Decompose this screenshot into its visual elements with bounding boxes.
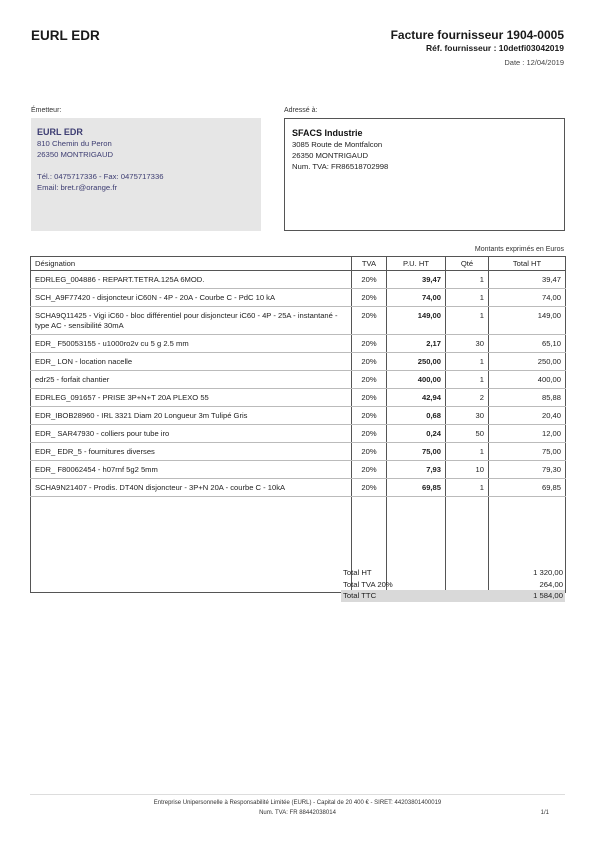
recipient-address-line1: 3085 Route de Montfalcon	[292, 140, 383, 149]
table-row	[31, 389, 566, 407]
recipient-address-line2: 26350 MONTRIGAUD	[292, 151, 369, 160]
total-ttc-value: 1 584,00	[533, 591, 563, 600]
cell-tva: 20%	[352, 461, 387, 479]
invoice-title: Facture fournisseur 1904-0005	[390, 28, 564, 42]
cell-tva: 20%	[352, 289, 387, 307]
cell-total-ht: 39,47	[489, 271, 566, 289]
supplier-reference: Réf. fournisseur : 10detfi03042019	[426, 43, 564, 53]
cell-unit-price: 2,17	[387, 335, 446, 353]
cell-designation: EDR_IBOB28960 - IRL 3321 Diam 20 Longueur 3m Tulipé Gris	[31, 407, 352, 425]
cell-designation: SCH_A9F77420 - disjoncteur iC60N - 4P - 20A - Courbe C - PdC 10 kA	[31, 289, 352, 307]
currency-note: Montants exprimés en Euros	[474, 246, 564, 253]
issuer-label: Émetteur:	[31, 107, 62, 114]
cell-designation: EDR_ F50053155 - u1000ro2v cu 5 g 2.5 mm	[31, 335, 352, 353]
total-ht-label: Total HT	[343, 568, 372, 577]
cell-unit-price: 400,00	[387, 371, 446, 389]
issuer-email: Email: bret.r@orange.fr	[37, 183, 118, 192]
table-row	[31, 335, 566, 353]
cell-designation: edr25 - forfait chantier	[31, 371, 352, 389]
cell-quantity: 1	[446, 353, 489, 371]
issuer-name: EURL EDR	[37, 127, 83, 137]
cell-total-ht: 65,10	[489, 335, 566, 353]
table-row	[31, 307, 566, 335]
recipient-label: Adressé à:	[284, 107, 318, 114]
cell-tva: 20%	[352, 353, 387, 371]
invoice-lines-table	[30, 256, 566, 593]
total-tva-value: 264,00	[539, 579, 563, 589]
table-row	[31, 353, 566, 371]
cell-total-ht: 400,00	[489, 371, 566, 389]
company-name: EURL EDR	[31, 28, 100, 43]
cell-designation: EDR_ SAR47930 - colliers pour tube iro	[31, 425, 352, 443]
cell-tva: 20%	[352, 443, 387, 461]
cell-tva: 20%	[352, 371, 387, 389]
cell-unit-price: 69,85	[387, 479, 446, 497]
cell-designation: EDR_ LON - location nacelle	[31, 353, 352, 371]
cell-quantity: 1	[446, 479, 489, 497]
footer-legal-mentions: Entreprise Unipersonnelle à Responsabilité Limitée (EURL) - Capital de 20 400 € - SIRET: 44203801400019	[153, 800, 442, 806]
table-row	[31, 271, 566, 289]
column-header-tva: TVA	[352, 257, 387, 271]
table-header-row	[31, 257, 566, 271]
issuer-address-line1: 810 Chemin du Peron	[37, 139, 112, 148]
column-header-quantity: Qté	[446, 257, 489, 271]
cell-unit-price: 250,00	[387, 353, 446, 371]
total-ttc-label: Total TTC	[343, 591, 377, 600]
cell-tva: 20%	[352, 271, 387, 289]
cell-unit-price: 7,93	[387, 461, 446, 479]
total-ht-value: 1 320,00	[533, 568, 563, 577]
total-tva-row	[341, 579, 565, 591]
cell-quantity: 10	[446, 461, 489, 479]
cell-unit-price: 149,00	[387, 307, 446, 335]
empty-cell	[31, 497, 352, 593]
cell-quantity: 1	[446, 271, 489, 289]
totals-block	[341, 567, 565, 602]
column-header-unit-price: P.U. HT	[387, 257, 446, 271]
cell-designation: SCHA9N21407 - Prodis. DT40N disjoncteur - 3P+N 20A - courbe C - 10kA	[31, 479, 352, 497]
cell-total-ht: 74,00	[489, 289, 566, 307]
cell-total-ht: 20,40	[489, 407, 566, 425]
table-row	[31, 289, 566, 307]
table-row	[31, 479, 566, 497]
cell-quantity: 1	[446, 371, 489, 389]
table-body	[31, 271, 566, 593]
cell-total-ht: 69,85	[489, 479, 566, 497]
cell-quantity: 2	[446, 389, 489, 407]
issuer-address-line2: 26350 MONTRIGAUD	[37, 150, 114, 159]
cell-quantity: 1	[446, 307, 489, 335]
cell-total-ht: 149,00	[489, 307, 566, 335]
cell-total-ht: 75,00	[489, 443, 566, 461]
cell-tva: 20%	[352, 407, 387, 425]
cell-designation: SCHA9Q11425 - Vigi iC60 - bloc différentiel pour disjoncteur iC60 - 4P - 25A - instantané - type AC - sensibilité 30mA	[31, 307, 352, 335]
cell-total-ht: 250,00	[489, 353, 566, 371]
footer-divider	[30, 794, 565, 795]
issuer-box	[31, 118, 261, 231]
total-ttc-row	[341, 590, 565, 602]
total-tva-label: Total TVA 20%	[343, 579, 393, 589]
table-row	[31, 425, 566, 443]
cell-designation: EDR_ EDR_5 - fournitures diverses	[31, 443, 352, 461]
cell-unit-price: 0,24	[387, 425, 446, 443]
column-header-total-ht: Total HT	[489, 257, 566, 271]
page-number: 1/1	[540, 810, 549, 816]
cell-total-ht: 79,30	[489, 461, 566, 479]
column-header-designation: Désignation	[31, 257, 352, 271]
cell-unit-price: 0,68	[387, 407, 446, 425]
cell-quantity: 1	[446, 443, 489, 461]
cell-tva: 20%	[352, 389, 387, 407]
cell-tva: 20%	[352, 479, 387, 497]
cell-tva: 20%	[352, 425, 387, 443]
recipient-name: SFACS Industrie	[292, 128, 363, 138]
table-row	[31, 407, 566, 425]
table-row	[31, 461, 566, 479]
cell-total-ht: 85,88	[489, 389, 566, 407]
cell-unit-price: 75,00	[387, 443, 446, 461]
cell-unit-price: 74,00	[387, 289, 446, 307]
cell-quantity: 1	[446, 289, 489, 307]
cell-designation: EDRLEG_091657 - PRISE 3P+N+T 20A PLEXO 55	[31, 389, 352, 407]
cell-quantity: 30	[446, 407, 489, 425]
cell-quantity: 50	[446, 425, 489, 443]
invoice-date: Date : 12/04/2019	[504, 58, 564, 67]
cell-designation: EDR_ F80062454 - h07rnf 5g2 5mm	[31, 461, 352, 479]
cell-quantity: 30	[446, 335, 489, 353]
table-row	[31, 371, 566, 389]
cell-tva: 20%	[352, 335, 387, 353]
cell-unit-price: 39,47	[387, 271, 446, 289]
total-ht-row	[341, 567, 565, 579]
cell-tva: 20%	[352, 307, 387, 335]
cell-total-ht: 12,00	[489, 425, 566, 443]
recipient-vat: Num. TVA: FR86518702998	[292, 162, 389, 171]
footer-vat-number: Num. TVA: FR 88442038014	[259, 810, 336, 816]
cell-unit-price: 42,94	[387, 389, 446, 407]
issuer-phone-fax: Tél.: 0475717336 - Fax: 0475717336	[37, 172, 164, 181]
table-row	[31, 443, 566, 461]
recipient-box	[284, 118, 565, 231]
cell-designation: EDRLEG_004886 - REPART.TETRA.125A 6MOD.	[31, 271, 352, 289]
